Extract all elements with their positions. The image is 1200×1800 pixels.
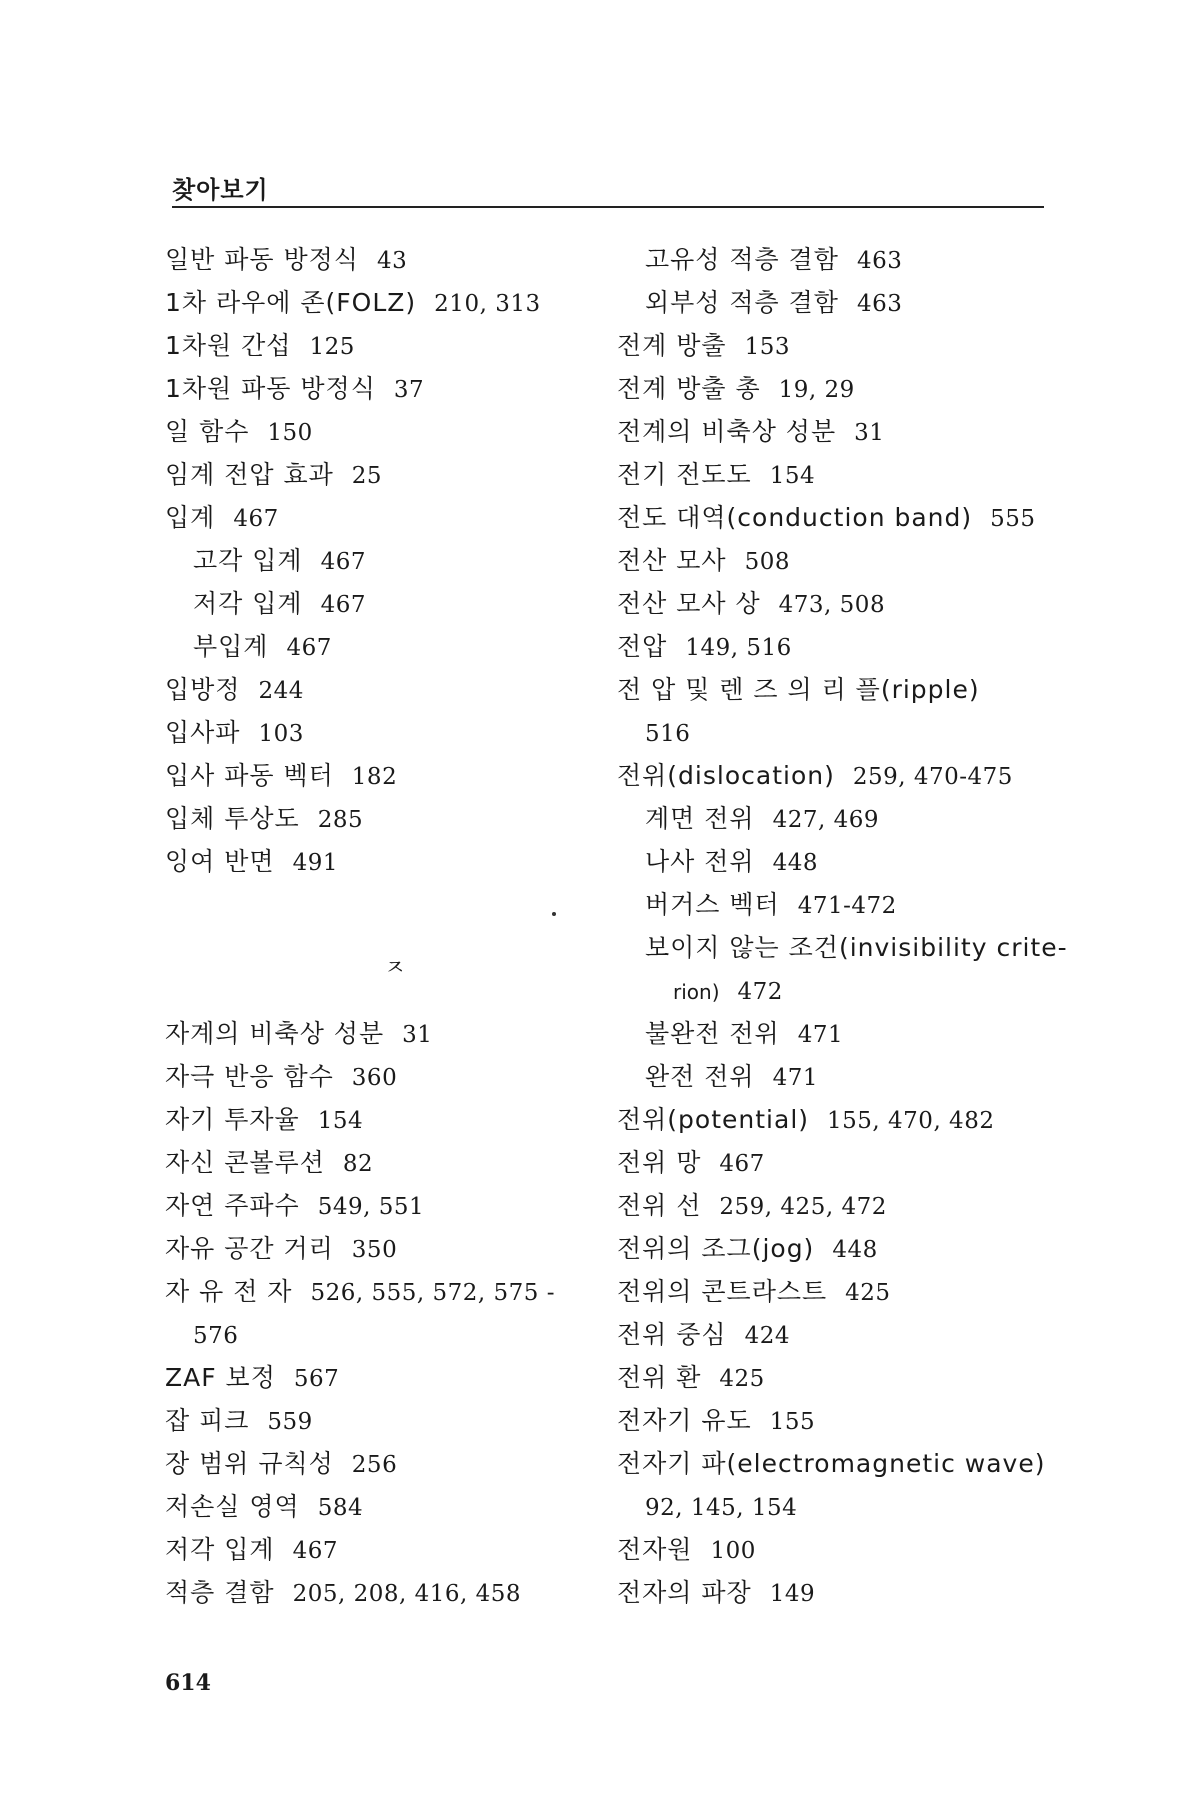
index-entry: 1차원 간섭 125 bbox=[165, 331, 355, 360]
index-entry: 입사파 103 bbox=[165, 718, 304, 747]
stray-dot bbox=[552, 912, 556, 916]
index-subentry: 외부성 적층 결함 463 bbox=[645, 288, 903, 317]
section-heading: ㅈ bbox=[384, 956, 406, 981]
index-entry: 일 함수 150 bbox=[165, 417, 313, 446]
index-entry-continuation: 516 bbox=[645, 721, 691, 747]
index-entry: 잉여 반면 491 bbox=[165, 847, 338, 876]
index-entry: 저각 입계 467 bbox=[165, 1535, 338, 1564]
index-entry-continuation: 576 bbox=[193, 1323, 239, 1349]
index-entry: 전도 대역(conduction band) 555 bbox=[617, 503, 1036, 532]
index-entry: 적층 결함 205, 208, 416, 458 bbox=[165, 1578, 522, 1607]
index-subentry: 계면 전위 427, 469 bbox=[645, 804, 879, 833]
index-entry: 입방정 244 bbox=[165, 675, 304, 704]
index-entry: 전자의 파장 149 bbox=[617, 1578, 816, 1607]
index-entry: 전위 환 425 bbox=[617, 1363, 765, 1392]
index-entry: 임계 전압 효과 25 bbox=[165, 460, 383, 489]
index-entry: 잡 피크 559 bbox=[165, 1406, 313, 1435]
index-entry: 일반 파동 방정식 43 bbox=[165, 245, 408, 274]
index-entry-continuation: 92, 145, 154 bbox=[645, 1495, 798, 1521]
index-entry: 전자원 100 bbox=[617, 1535, 756, 1564]
index-entry: 전계 방출 총 19, 29 bbox=[617, 374, 855, 403]
index-entry: 전위(dislocation) 259, 470-475 bbox=[617, 761, 1013, 790]
page-header-title: 찾아보기 bbox=[172, 176, 269, 204]
index-entry: 전위의 조그(jog) 448 bbox=[617, 1234, 878, 1263]
index-subentry: 부입계 467 bbox=[193, 632, 332, 661]
index-column-right bbox=[617, 238, 1068, 1614]
index-subentry: 완전 전위 471 bbox=[645, 1062, 818, 1091]
index-entry: 전위의 콘트라스트 425 bbox=[617, 1277, 891, 1306]
index-entry: 전 압 및 렌 즈 의 리 플(ripple) bbox=[617, 675, 980, 704]
index-entry-continuation: rion) 472 bbox=[673, 979, 783, 1005]
index-entry: 자연 주파수 549, 551 bbox=[165, 1191, 425, 1220]
index-entry: 1차 라우에 존(FOLZ) 210, 313 bbox=[165, 288, 541, 317]
index-entry: 자계의 비축상 성분 31 bbox=[165, 1019, 433, 1048]
index-entry: 전위 선 259, 425, 472 bbox=[617, 1191, 887, 1220]
index-entry: 자기 투자율 154 bbox=[165, 1105, 364, 1134]
index-entry: 자극 반응 함수 360 bbox=[165, 1062, 398, 1091]
index-entry: 전위 중심 424 bbox=[617, 1320, 790, 1349]
index-entry: 자신 콘볼루션 82 bbox=[165, 1148, 374, 1177]
index-entry: 저손실 영역 584 bbox=[165, 1492, 364, 1521]
index-entry: 1차원 파동 방정식 37 bbox=[165, 374, 425, 403]
index-entry: 전위(potential) 155, 470, 482 bbox=[617, 1105, 995, 1134]
index-subentry: 고각 입계 467 bbox=[193, 546, 366, 575]
index-entry: 전위 망 467 bbox=[617, 1148, 765, 1177]
header-rule bbox=[172, 206, 1044, 208]
index-subentry: 저각 입계 467 bbox=[193, 589, 366, 618]
index-entry: 입계 467 bbox=[165, 503, 279, 532]
index-subentry: 불완전 전위 471 bbox=[645, 1019, 844, 1048]
index-entry: 전자기 파(electromagnetic wave) bbox=[617, 1449, 1046, 1478]
section-gap bbox=[165, 883, 595, 926]
index-entry: 전기 전도도 154 bbox=[617, 460, 816, 489]
index-subentry: 보이지 않는 조건(invisibility crite- bbox=[645, 933, 1068, 962]
index-entry: 전자기 유도 155 bbox=[617, 1406, 816, 1435]
page-number: 614 bbox=[165, 1670, 211, 1696]
index-entry: 자 유 전 자 526, 555, 572, 575 - bbox=[165, 1277, 556, 1306]
index-entry: ZAF 보정 567 bbox=[165, 1363, 340, 1392]
index-entry: 전계 방출 153 bbox=[617, 331, 790, 360]
index-entry: 입체 투상도 285 bbox=[165, 804, 364, 833]
index-entry: 입사 파동 벡터 182 bbox=[165, 761, 398, 790]
index-entry: 전산 모사 상 473, 508 bbox=[617, 589, 886, 618]
index-entry: 전계의 비축상 성분 31 bbox=[617, 417, 885, 446]
index-subentry: 버거스 벡터 471-472 bbox=[645, 890, 897, 919]
index-column-left bbox=[165, 238, 595, 1614]
index-entry: 전압 149, 516 bbox=[617, 632, 792, 661]
index-subentry: 나사 전위 448 bbox=[645, 847, 818, 876]
index-entry: 자유 공간 거리 350 bbox=[165, 1234, 398, 1263]
index-entry: 전산 모사 508 bbox=[617, 546, 790, 575]
index-subentry: 고유성 적층 결함 463 bbox=[645, 245, 903, 274]
index-entry: 장 범위 규칙성 256 bbox=[165, 1449, 398, 1478]
